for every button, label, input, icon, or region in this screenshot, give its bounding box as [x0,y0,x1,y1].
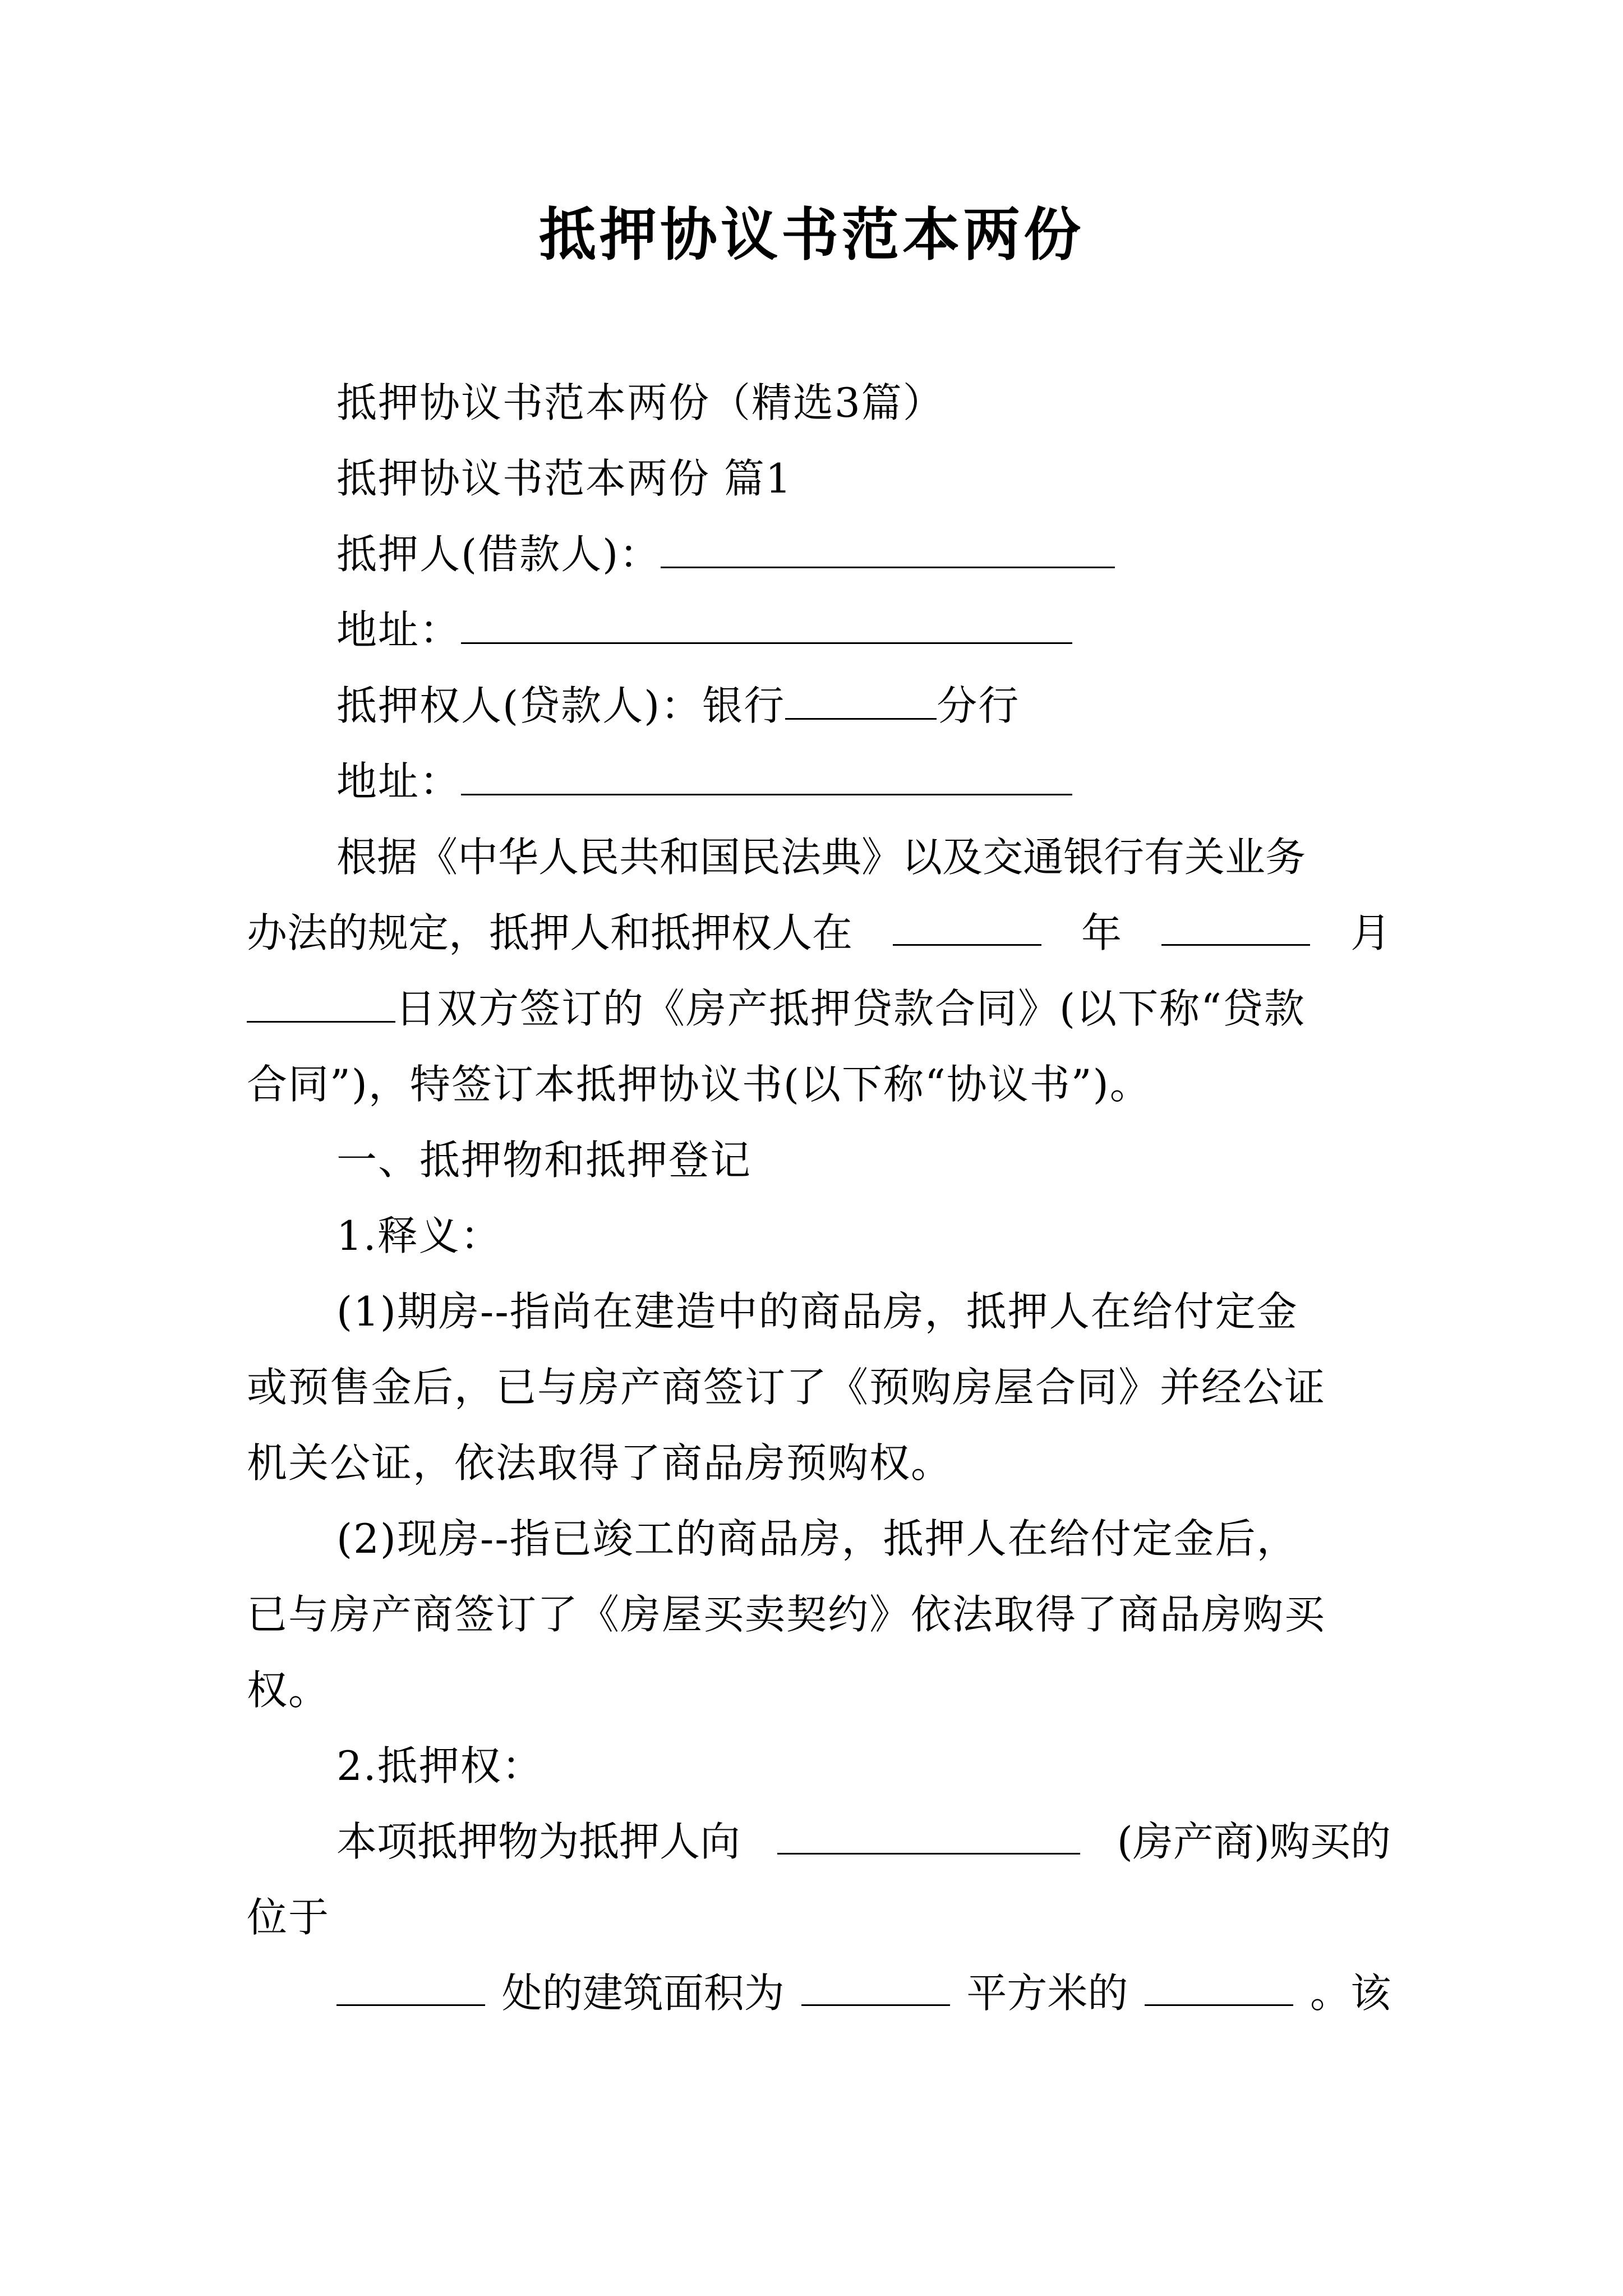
address-blank [461,603,1072,644]
item-2-line2: 位于 [247,1894,330,1941]
address-label-2: 地址： [336,758,462,805]
document-subtitle: 抵押协议书范本两份（精选3篇） [336,379,944,426]
item-2-line3-c: 。该 [1310,1970,1391,2017]
location-blank [336,1965,485,2006]
document-title: 抵押协议书范本两份 [539,202,1084,269]
heading-1: 一、抵押物和抵押登记 [336,1137,752,1184]
item-2: 2.抵押权： [336,1742,543,1789]
month-blank [1161,905,1310,946]
item-1-2-line3: 权。 [247,1667,330,1714]
mortgagee-label: 抵押权人(贷款人)：银行 [336,682,786,729]
mortgagor-label: 抵押人(借款人)： [336,531,661,578]
branch-label: 分行 [937,682,1020,729]
item-1-2-line2: 已与房产商签订了《房屋买卖契约》依法取得了商品房购买 [247,1591,1326,1638]
property-blank [1145,1965,1293,2006]
day-blank [247,982,395,1023]
item-2-line3-b: 平方米的 [966,1970,1128,2017]
month-label: 月 [1350,909,1391,956]
address-blank-2 [461,754,1072,795]
para1-line1 [336,829,1391,885]
mortgagor-blank [661,527,1115,568]
address-line [336,602,1072,658]
item-1-1-line3: 机关公证，依法取得了商品房预购权。 [247,1439,953,1487]
para1-line4: 合同”)，特签订本抵押协议书(以下称“协议书”)。 [247,1061,1151,1108]
item-2-line1-a: 本项抵押物为抵押人向 [336,1818,741,1865]
area-blank [801,1965,950,2006]
item-1: 1.释义： [336,1212,502,1259]
item-2-line3-a: 处的建筑面积为 [501,1970,785,2017]
para1-line3-text: 日双方签订的《房产抵押贷款合同》(以下称“贷款 [395,985,1306,1032]
mortgagor-line [336,526,1115,582]
para1-line3 [247,981,1306,1037]
item-1-2-line1: (2)现房--指已竣工的商品房，抵押人在给付定金后， [336,1515,1298,1562]
para1-line1-text: 根据《中华人民共和国民法典》以及交通银行有关业务 [336,834,1306,881]
address-label: 地址： [336,606,462,654]
mortgagee-line [336,678,1020,734]
section-heading: 抵押协议书范本两份 篇1 [336,455,792,502]
item-2-line1 [336,1814,1391,1870]
para1-line2 [247,905,1391,961]
developer-blank [777,1814,1080,1855]
para1-line2-text: 办法的规定，抵押人和抵押权人在 [247,909,853,956]
bank-blank [785,679,937,720]
year-blank [893,905,1041,946]
year-label: 年 [1081,909,1122,956]
item-2-line1-b: (房产商)购买的 [1117,1818,1391,1865]
item-1-1-line1: (1)期房--指尚在建造中的商品房，抵押人在给付定金 [336,1288,1298,1335]
item-1-1-line2: 或预售金后，已与房产商签订了《预购房屋合同》并经公证 [247,1364,1326,1411]
item-2-line3 [336,1965,1391,2021]
address-line-2 [336,753,1072,809]
